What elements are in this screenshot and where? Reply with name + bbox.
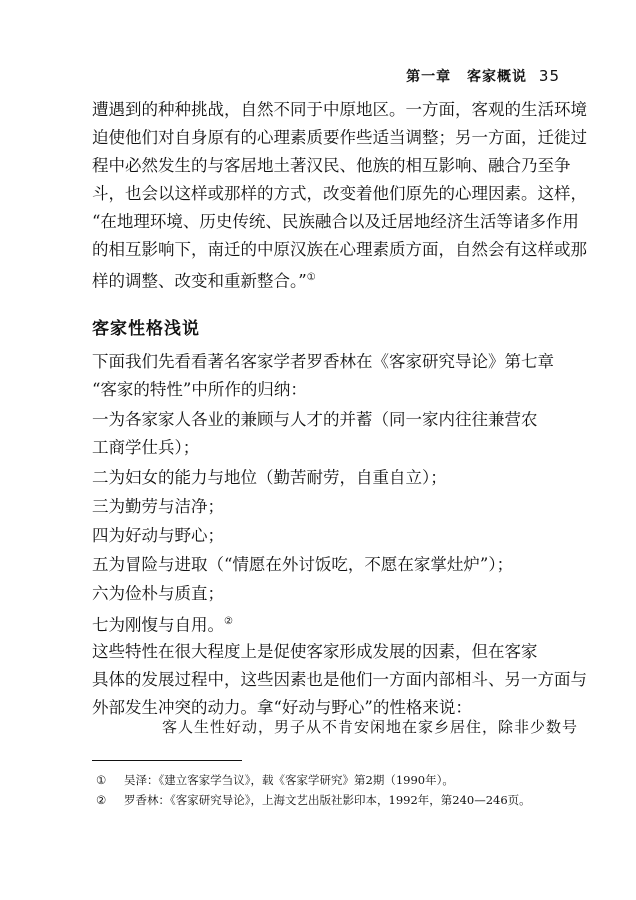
trait-line: 一为各家家人各业的兼顾与人才的并蓄（同一家内往往兼营农: [92, 410, 538, 429]
trait-line: 四为好动与野心；: [92, 526, 224, 545]
footnote: [96, 792, 531, 808]
footnote-ref: ②: [224, 616, 233, 627]
trait-line: 工商学仕兵）；: [92, 438, 200, 457]
block-quote: 客人生性好动，男子从不肯安闲地在家乡居住，除非少数号: [162, 718, 579, 736]
text-span: 七为刚愎与自用。: [92, 615, 224, 635]
trait-line: 二为妇女的能力与地位（勤苦耐劳，自重自立）；: [92, 468, 447, 487]
text-line: 这些特性在很大程度上是促使客家形成发展的因素，但在客家: [92, 642, 538, 661]
footnote-text: 吴泽：《建立客家学刍议》，载《客家学研究》第2期（1990年）。: [124, 773, 454, 787]
running-header: [396, 66, 560, 86]
text-line: “在地理环境、历史传统、民族融合以及迁居地经济生活等诸多作用: [92, 212, 579, 231]
trait-line: 五为冒险与进取（“情愿在外讨饭吃，不愿在家掌灶炉”）；: [92, 555, 514, 574]
text-span: 样的调整、改变和重新整合。”: [92, 271, 307, 291]
page-number: 35: [538, 67, 560, 85]
trait-line: [92, 612, 544, 636]
chapter-label: 第一章: [406, 69, 452, 85]
footnote-divider: [92, 760, 242, 761]
section-title: 客家性格浅说: [92, 319, 200, 339]
text-line: 外部发生冲突的动力。拿“好动与野心”的性格来说：: [92, 698, 472, 717]
footnote-mark: ①: [96, 773, 107, 787]
text-line: 的相互影响下，南迁的中原汉族在心理素质方面，自然会有这样或那: [92, 240, 587, 259]
footnote-ref: ①: [306, 272, 316, 283]
text-line: 迫使他们对自身原有的心理素质要作些适当调整；另一方面，迁徙过: [92, 128, 587, 147]
footnote-text: 罗香林：《客家研究导论》，上海文艺出版社影印本，1992年，第240—246页。: [124, 793, 531, 807]
text-line: 程中必然发生的与客居地土著汉民、他族的相互影响、融合乃至争: [92, 156, 571, 175]
text-line: 下面我们先看看著名客家学者罗香林在《客家研究导论》第七章: [92, 352, 554, 371]
text-line: “客家的特性”中所作的归纳：: [92, 380, 307, 399]
footnote: [96, 772, 454, 788]
trait-line: 六为俭朴与质直；: [92, 584, 224, 603]
text-line: 遭遇到的种种挑战，自然不同于中原地区。一方面，客观的生活环境: [92, 100, 587, 119]
text-line: 斗，也会以这样或那样的方式，改变着他们原先的心理因素。这样，: [92, 184, 587, 203]
text-line: [92, 268, 544, 292]
text-line: 具体的发展过程中，这些因素也是他们一方面内部相斗、另一方面与: [92, 670, 587, 689]
footnote-mark: ②: [96, 793, 107, 807]
trait-line: 三为勤劳与洁净；: [92, 497, 224, 516]
chapter-title: 客家概说: [467, 69, 528, 85]
